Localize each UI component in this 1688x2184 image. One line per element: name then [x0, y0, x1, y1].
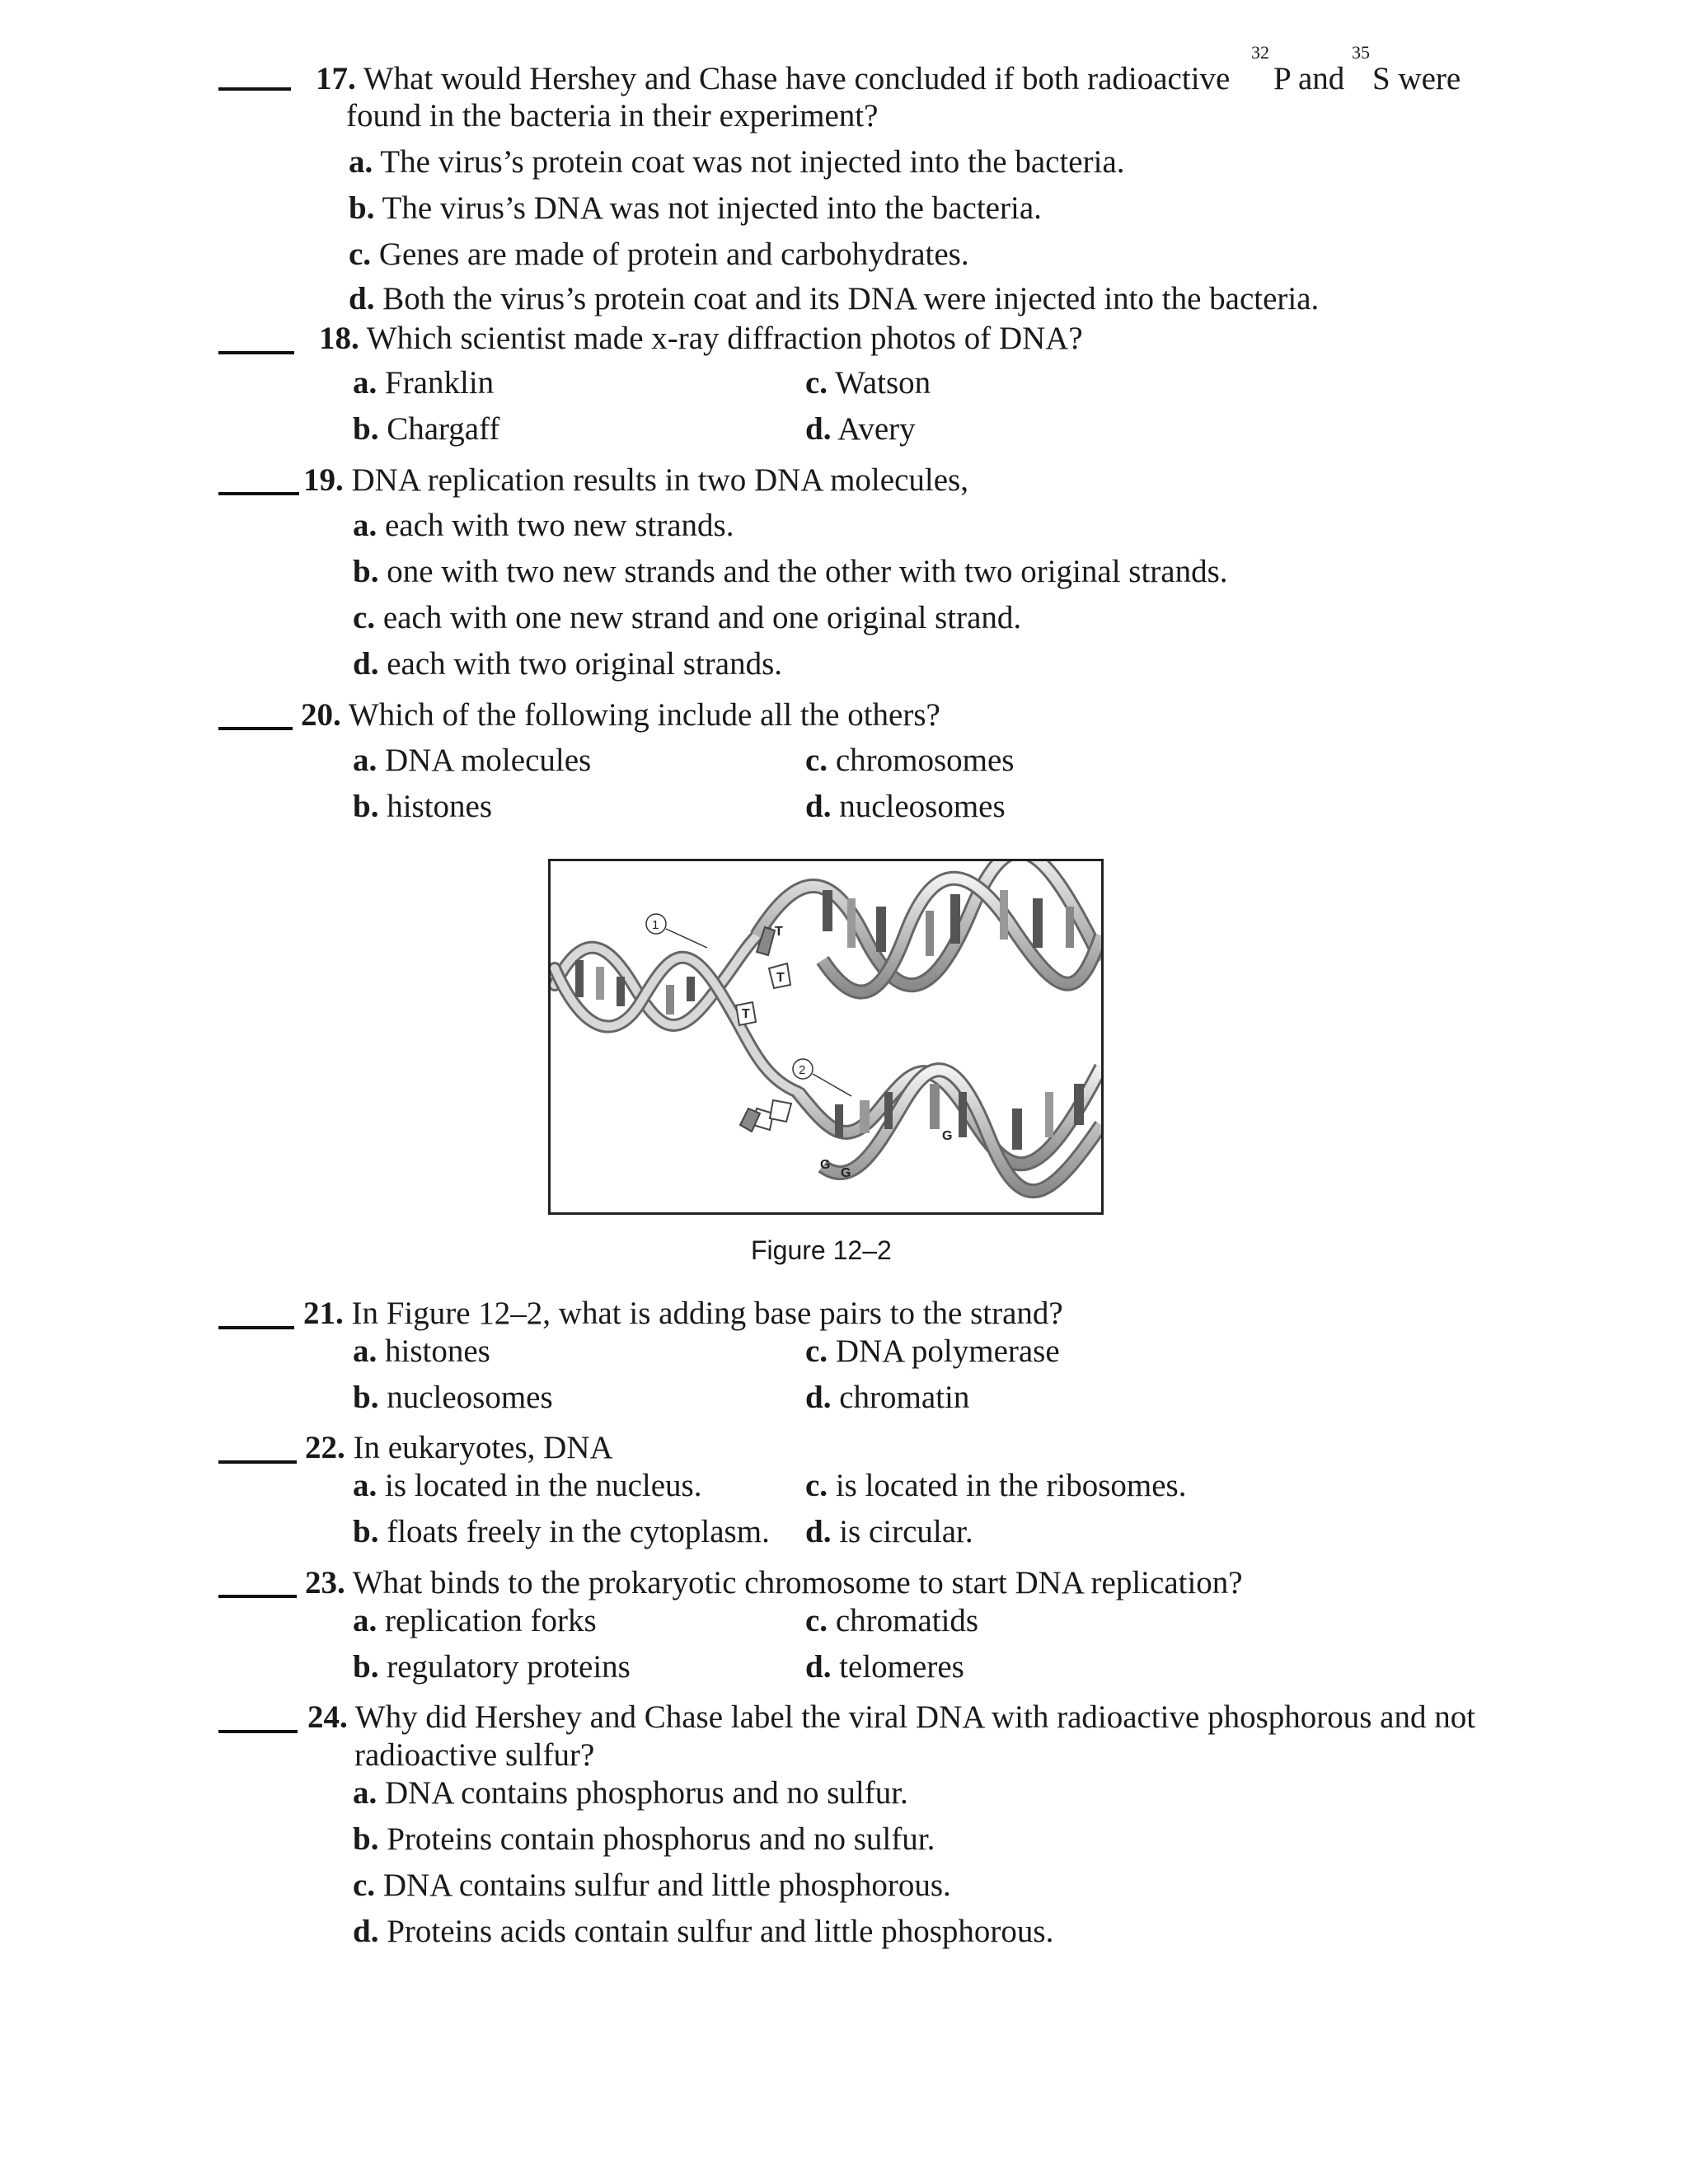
- answer-blank-19[interactable]: [218, 492, 299, 495]
- answer-blank-18[interactable]: [218, 351, 294, 354]
- option-17c[interactable]: c. Genes are made of protein and carbohydrates.: [349, 237, 969, 272]
- figure-12-2: [548, 859, 1104, 1215]
- base-label-g: G: [942, 1129, 953, 1143]
- option-23b[interactable]: b. regulatory proteins: [353, 1649, 631, 1685]
- option-18a[interactable]: a. Franklin: [353, 365, 495, 401]
- option-22a[interactable]: a. is located in the nucleus.: [353, 1468, 702, 1503]
- base-label-g: G: [841, 1166, 851, 1180]
- option-21a[interactable]: a. histones: [353, 1333, 490, 1369]
- option-17d[interactable]: d. Both the virus’s protein coat and its DNA were injected into the bacteria.: [349, 281, 1320, 316]
- question-text: What would Hershey and Chase have concluded if both radioactive: [363, 61, 1231, 96]
- option-21d[interactable]: d. chromatin: [805, 1380, 970, 1415]
- svg-text:1: 1: [652, 918, 659, 932]
- option-17b[interactable]: b. The virus’s DNA was not injected into the bacteria.: [349, 190, 1042, 226]
- option-24a[interactable]: a. DNA contains phosphorus and no sulfur.: [353, 1775, 908, 1811]
- option-23d[interactable]: d. telomeres: [805, 1649, 964, 1685]
- option-20c[interactable]: c. chromosomes: [805, 743, 1015, 778]
- option-18c[interactable]: c. Watson: [805, 365, 931, 401]
- question-24: 24. Why did Hershey and Chase label the viral DNA with radioactive phosphorous and not: [307, 1699, 1476, 1735]
- callout-1: [646, 914, 707, 948]
- answer-blank-20[interactable]: [218, 727, 293, 730]
- option-22b[interactable]: b. floats freely in the cytoplasm.: [353, 1514, 770, 1549]
- superscript-35: 35: [1352, 42, 1370, 63]
- option-21b[interactable]: b. nucleosomes: [353, 1380, 553, 1415]
- option-19c[interactable]: c. each with one new strand and one original strand.: [353, 600, 1022, 635]
- superscript-32: 32: [1251, 42, 1269, 63]
- base-label-t: T: [776, 971, 785, 985]
- question-20: 20. Which of the following include all the others?: [301, 697, 940, 733]
- option-19d[interactable]: d. each with two original strands.: [353, 646, 783, 682]
- option-19b[interactable]: b. one with two new strands and the other with two original strands.: [353, 554, 1228, 589]
- option-22d[interactable]: d. is circular.: [805, 1514, 973, 1549]
- option-22c[interactable]: c. is located in the ribosomes.: [805, 1468, 1187, 1503]
- option-21c[interactable]: c. DNA polymerase: [805, 1333, 1060, 1369]
- base-label-t: T: [775, 925, 783, 939]
- question-number: 17.: [316, 61, 356, 96]
- question-22: 22. In eukaryotes, DNA: [305, 1430, 613, 1465]
- question-17-s: S were: [1372, 61, 1461, 96]
- question-17-p: P and: [1273, 61, 1345, 96]
- base-label-t: T: [742, 1007, 750, 1021]
- option-20b[interactable]: b. histones: [353, 789, 493, 824]
- option-24b[interactable]: b. Proteins contain phosphorus and no sulfur.: [353, 1821, 935, 1857]
- answer-blank-23[interactable]: [218, 1595, 297, 1598]
- svg-text:2: 2: [799, 1063, 806, 1077]
- question-23: 23. What binds to the prokaryotic chromosome to start DNA replication?: [305, 1565, 1243, 1601]
- option-24d[interactable]: d. Proteins acids contain sulfur and little phosphorous.: [353, 1914, 1054, 1949]
- answer-blank-17[interactable]: [218, 87, 291, 91]
- option-18b[interactable]: b. Chargaff: [353, 411, 500, 447]
- question-17: [316, 60, 1230, 98]
- option-23a[interactable]: a. replication forks: [353, 1603, 597, 1638]
- answer-blank-21[interactable]: [218, 1326, 294, 1329]
- question-21: 21. In Figure 12–2, what is adding base pairs to the strand?: [303, 1296, 1063, 1331]
- option-24c[interactable]: c. DNA contains sulfur and little phosphorous.: [353, 1868, 951, 1903]
- dna-replication-illustration: [551, 861, 1101, 1212]
- option-20d[interactable]: d. nucleosomes: [805, 789, 1006, 824]
- question-24-line2: radioactive sulfur?: [354, 1737, 595, 1773]
- question-19: 19. DNA replication results in two DNA molecules,: [303, 462, 968, 498]
- figure-caption: Figure 12–2: [751, 1235, 892, 1265]
- question-17-line2: found in the bacteria in their experiment?: [346, 98, 879, 134]
- option-19a[interactable]: a. each with two new strands.: [353, 508, 734, 543]
- answer-blank-22[interactable]: [218, 1460, 297, 1464]
- base-label-g: G: [820, 1158, 831, 1172]
- answer-blank-24[interactable]: [218, 1730, 298, 1733]
- option-18d[interactable]: d. Avery: [805, 411, 916, 447]
- question-18: 18. Which scientist made x-ray diffraction photos of DNA?: [319, 321, 1083, 356]
- option-23c[interactable]: c. chromatids: [805, 1603, 979, 1638]
- option-17a[interactable]: a. The virus’s protein coat was not injected into the bacteria.: [349, 144, 1125, 180]
- option-20a[interactable]: a. DNA molecules: [353, 743, 592, 778]
